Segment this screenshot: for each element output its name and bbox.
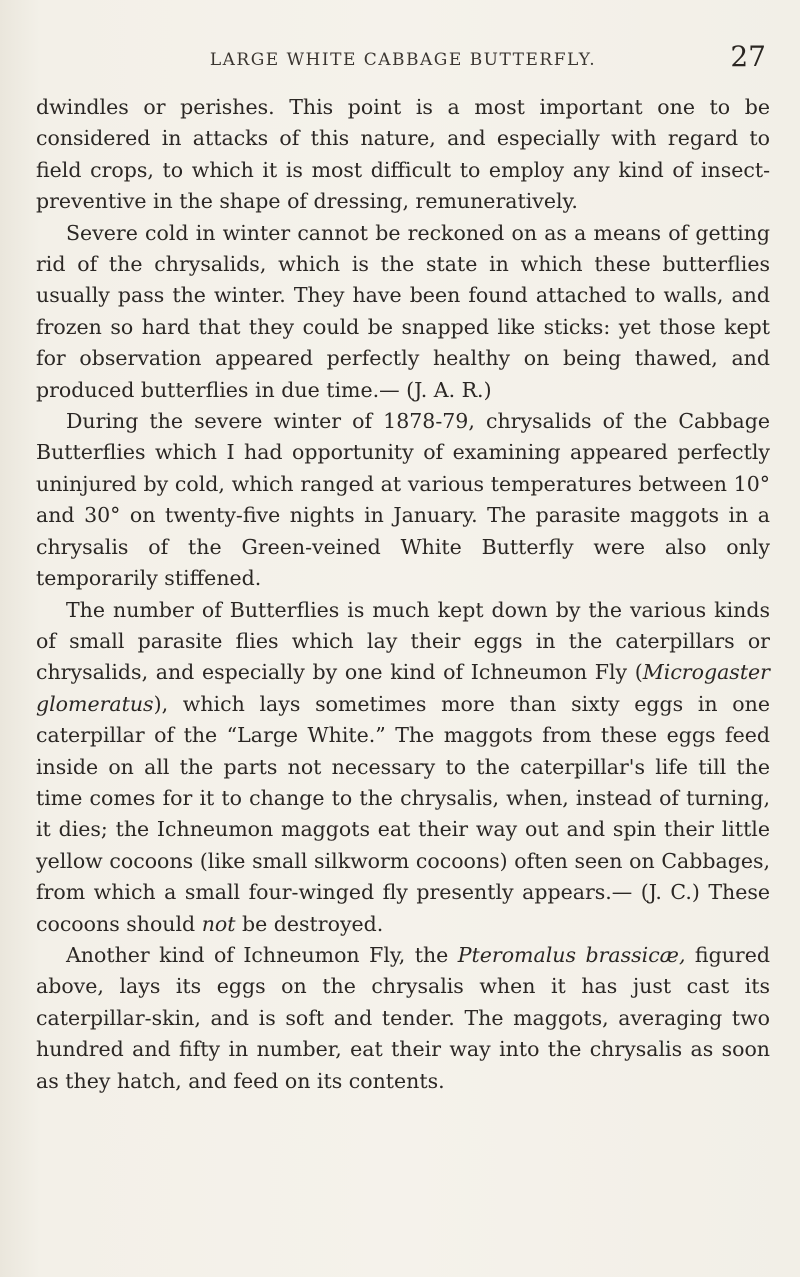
paragraph-1: dwindles or perishes. This point is a most important one to be considered in attacks of this nature, and especially with regard to field crops, to which it is most difficult to employ any kind of insect-preventive in the shape of dressing, remuneratively. (36, 95, 770, 214)
emphasis-not: not (201, 911, 236, 936)
paragraph-3: During the severe winter of 1878-79, chrysalids of the Cabbage Butterflies which I had opportunity of examining appeared perfectly uninjured by cold, which ranged at various temperatures between 10° and 30° on twenty-five nights in January. The parasite maggots in a chrysalis of the Green-veined White Butterfly were also only temporarily stiffened. (36, 409, 770, 591)
running-title: LARGE WHITE CABBAGE BUTTERFLY. (209, 50, 597, 70)
body-text (36, 92, 770, 1097)
paragraph-2: Severe cold in winter cannot be reckoned on as a means of getting rid of the chrysalids, which is the state in which these butterflies usually pass the winter. They have been found attached to walls, and frozen so hard that they could be snapped like sticks: yet those kept for observation appeared perfectly healthy on being thawed, and produced butterflies in due time.— (J. A. R.) (36, 220, 770, 402)
species-name-pteromalus: Pteromalus brassicæ, (457, 942, 686, 967)
paragraph-5-text-b: figured above, lays its eggs on the chrysalis when it has just cast its caterpillar-skin, and is soft and tender. The maggots, averaging two hundred and fifty in number, eat their way into the chrysalis as soon as they hatch, and feed on its contents. (36, 942, 770, 1093)
paragraph-4-text-a: The number of Butterflies is much kept down by the various kinds of small parasite flies which lay their eggs in the caterpillars or chrysalids, and especially by one kind of Ichneumon Fly ( (36, 597, 770, 685)
paragraph-5-text-a: Another kind of Ichneumon Fly, the (66, 942, 458, 967)
page-number: 27 (730, 40, 766, 73)
paragraph-4 (36, 595, 770, 940)
paragraph-5 (36, 940, 770, 1097)
paragraph-4-text-c: be destroyed. (235, 911, 384, 936)
page-header (38, 40, 768, 84)
species-name-microgaster: Microgaster glomeratus (36, 660, 770, 716)
paragraph-4-text-b: ), which lays sometimes more than sixty eggs in one caterpillar of the “Large White.” The maggots from these eggs feed inside on all the parts not necessary to the caterpillar's life till the time comes for it to change to the chrysalis, when, instead of turning, it dies; the Ichneumon maggots eat their way out and spin their little yellow cocoons (like small silkworm cocoons) often seen on Cabbages, from which a small four-winged fly presently appears.— (J. C.) These cocoons should (36, 691, 770, 936)
